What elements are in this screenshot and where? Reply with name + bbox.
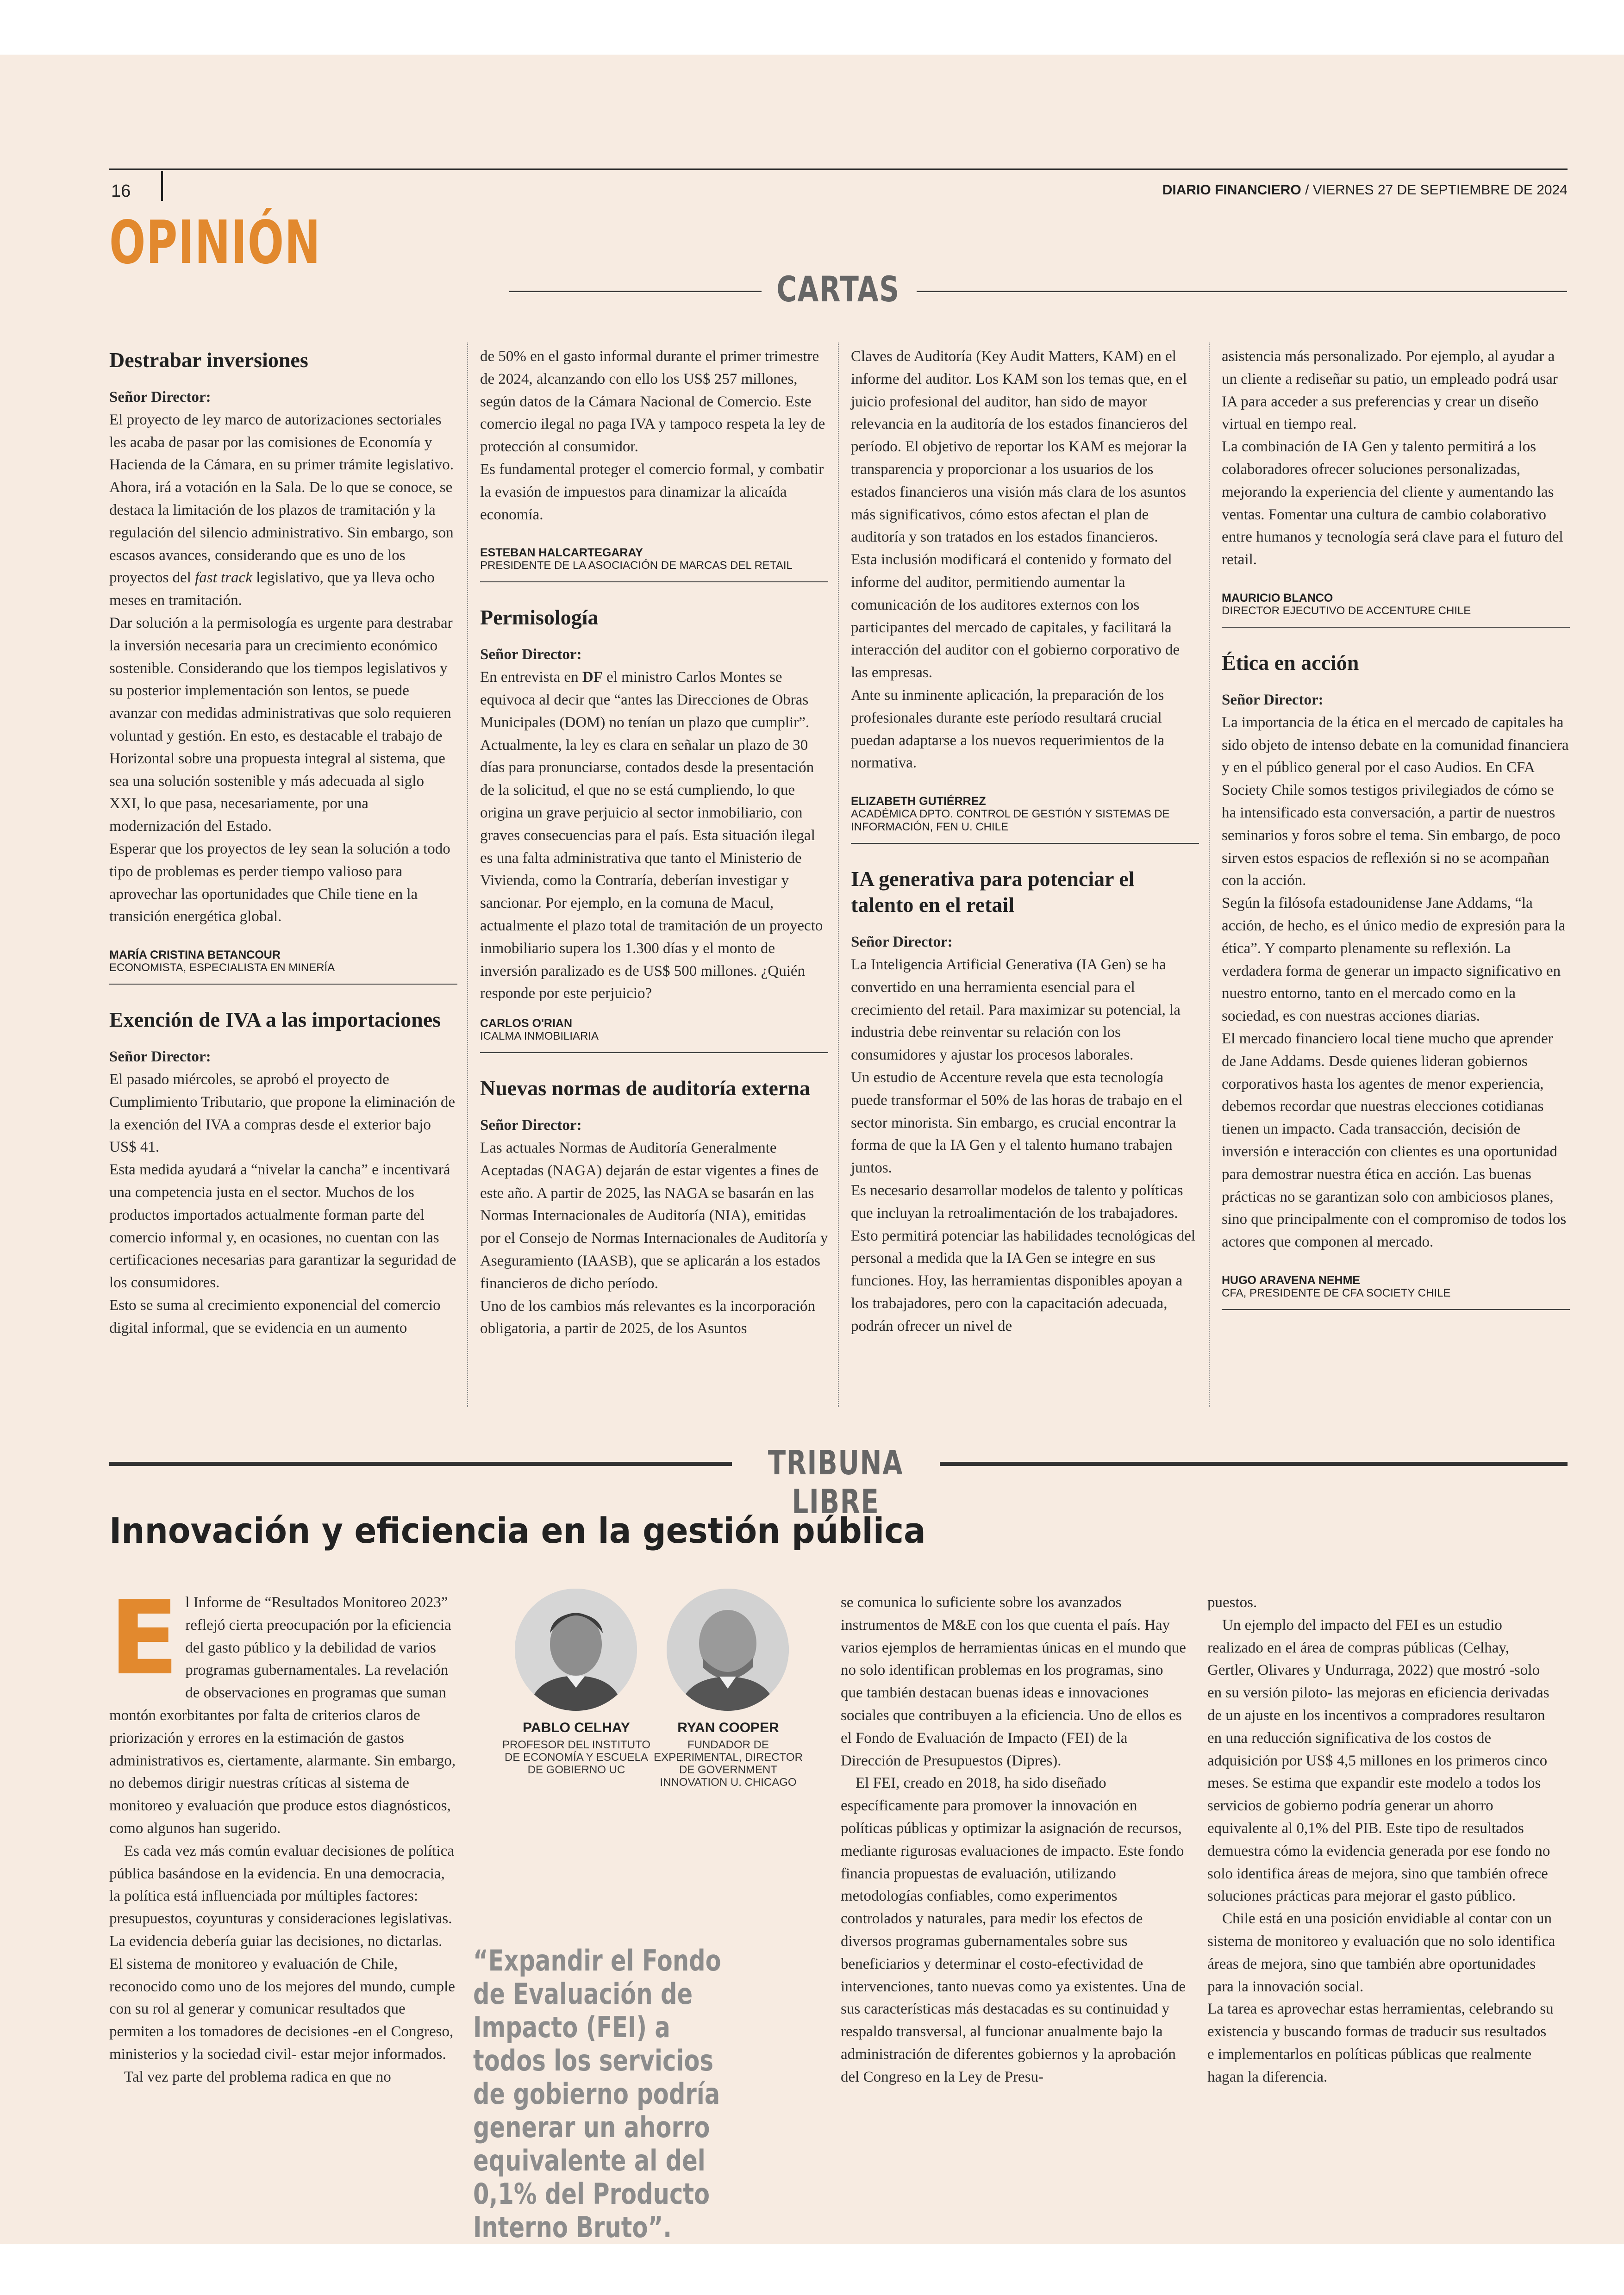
letter-paragraph: Esta medida ayudará a “nivelar la cancha” e incentivará una competencia justa en el sector. Muchos de los productos importados actualmente forman parte del comercio informal y, en ocasiones, no cuentan con las certificaciones necesarias para garantizar la seguridad de los consumidores. bbox=[109, 1161, 456, 1291]
header-rule bbox=[109, 168, 1568, 170]
column-divider bbox=[838, 343, 839, 1407]
letter-paragraph: La importancia de la ética en el mercado de capitales ha sido objeto de intenso debate en la comunidad financiera y en el público general por el caso Audios. En CFA Society Chile somos testigos privilegiados de cómo se ha intensificado esta conversación, a partir de nuestros seminarios y foros sobre el tema. Sin embargo, de poco sirven estos espacios de reflexión si no se acompañan con la acción. bbox=[1222, 714, 1569, 889]
letter-paragraph: Esta inclusión modificará el contenido y formato del informe del auditor, permitiendo aumentar la comunicación de los auditores externos con los participantes del mercado de capitales, y facilitará la interacción del auditor con el gobierno corporativo de las empresas. bbox=[851, 551, 1180, 681]
letter-normas-auditoria bbox=[480, 1075, 828, 1340]
author-role: FUNDADOR DE EXPERIMENTAL, DIRECTOR DE GOVERNMENT INNOVATION U. CHICAGO bbox=[654, 1739, 803, 1789]
tribuna-column-1 bbox=[109, 1579, 457, 2089]
letter-paragraph: Es necesario desarrollar modelos de talento y políticas que incluyan la retroalimentación de los trabajadores. Esto permitirá potenciar las habilidades tecnológicas del personal a medida que la IA Gen se integre en sus funciones. Hoy, las herramientas disponibles apoyan a los trabajadores, pero con la capacitación adecuada, podrán ofrecer un nivel de bbox=[851, 1182, 1196, 1335]
letter-separator bbox=[1222, 627, 1570, 628]
letter-paragraph: El proyecto de ley marco de autorizaciones sectoriales les acaba de pasar por las comisiones de Economía y Hacienda de la Cámara, en su primer trámite legislativo. Ahora, irá a votación en la Sala. De lo que se conoce, se destaca la limitación de los plazos de tramitación y la regulación del silencio administrativo. Sin embargo, son escasos avances, considerando que es uno de los proyectos del fast track legislativo, que ya lleva ocho meses en tramitación. bbox=[109, 411, 454, 609]
cartas-kicker: CARTAS bbox=[776, 268, 900, 310]
letter-paragraph: de 50% en el gasto informal durante el primer trimestre de 2024, alcanzando con ello los US$ 257 millones, según datos de la Cámara Nacional de Comercio. Este comercio ilegal no paga IVA y tampoco respeta la ley de protección al consumidor. bbox=[480, 348, 825, 455]
letter-etica-en-accion bbox=[1222, 650, 1570, 1310]
cartas-rule-left bbox=[509, 291, 762, 292]
letter-signature: MARÍA CRISTINA BETANCOUR ECONOMISTA, ESPECIALISTA EN MINERÍA bbox=[109, 948, 335, 974]
article-paragraph: Es cada vez más común evaluar decisiones de política pública basándose en la evidencia. En una democracia, la política está influenciada por múltiples factores: presupuestos, coyunturas y consideraciones legislativas. La evidencia debería guiar las decisiones, no dictarlas. El sistema de monitoreo y evaluación de Chile, reconocido como uno de los mejores del mundo, cumple con su rol al generar y comunicar resultados que permiten a los tomadores de decisiones -en el Congreso, ministerios y la sociedad civil- estar mejor informados. bbox=[109, 1842, 455, 2063]
letter-permisologia bbox=[480, 605, 828, 1053]
tribuna-rule-left bbox=[109, 1462, 732, 1466]
column-divider bbox=[1209, 343, 1210, 1407]
letter-paragraph: Dar solución a la permisología es urgente para destrabar la inversión necesaria para un crecimiento económico sostenible. Considerando que los tiempos legislativos y su posterior implementación son lentos, se puede avanzar con medidas administrativas que solo requieren voluntad y gestión. En esto, es destacable el trabajo de Horizontal sobre una propuesta integral al sistema, que sea una solución sostenible y más adecuada al siglo XXI, lo que pasa, necesariamente, por una modernización del Estado. bbox=[109, 614, 453, 835]
letter-separator bbox=[109, 984, 457, 985]
publication-name: DIARIO FINANCIERO bbox=[1162, 182, 1301, 198]
letter-destrabar-inversiones bbox=[109, 347, 457, 985]
letter-paragraph: En entrevista en DF el ministro Carlos Montes se equivoca al decir que “antes las Direcciones de Obras Municipales (DOM) no tenían un plazo que cumplir”. Actualmente, la ley es clara en señalar un plazo de 30 días para pronunciarse, contados desde la presentación de la solicitud, el que no se está cumpliendo, lo que origina un grave perjuicio al sector inmobiliario, con graves consecuencias para el país. Esta situación ilegal es una falta administrativa que tanto el Ministerio de Vivienda, como la Contraría, deberían investigar y sancionar. Por ejemplo, en la comuna de Macul, actualmente el plazo total de tramitación de un proyecto inmobiliario supera los 1.300 días y el monto de inversión paralizado es de US$ 500 millones. ¿Quién responde por este perjuicio? bbox=[480, 669, 823, 1002]
letter-paragraph: La Inteligencia Artificial Generativa (IA Gen) se ha convertido en una herramienta esencial para el crecimiento del retail. Para maximizar su potencial, la industria debe reinventar su relación con los consumidores y ajustar los procesos laborales. bbox=[851, 956, 1181, 1064]
article-paragraph: Un ejemplo del impacto del FEI es un estudio realizado en el área de compras públicas (Celhay, Gertler, Olivares y Undurraga, 2022) que mostró -solo en su versión piloto- las mejoras en eficiencia derivadas de un ajuste en los incentivos a compradores resultaron en una reducción significativa de los costos de adquisición por US$ 4,5 millones en los primeros cinco meses. Se estima que expandir este modelo a todos los servicios de gobierno podría generar un ahorro equivalente al 0,1% del PIB. Este tipo de resultados demuestra cómo la evidencia generada por ese fondo no solo identifica áreas de mejora, sino que también ofrece soluciones prácticas para mejorar el gasto público. bbox=[1207, 1616, 1550, 1905]
letter-paragraph: Uno de los cambios más relevantes es la incorporación obligatoria, a partir de 2025, de los Asuntos bbox=[480, 1297, 815, 1337]
letter-exencion-iva bbox=[109, 1007, 457, 1339]
column-divider bbox=[467, 343, 468, 1407]
section-title: OPINIÓN bbox=[109, 208, 321, 277]
letters-column-2 bbox=[480, 345, 828, 1340]
article-paragraph: Tal vez parte del problema radica en que no bbox=[124, 2068, 391, 2085]
letter-signature: ELIZABETH GUTIÉRREZ ACADÉMICA DPTO. CONTROL DE GESTIÓN Y SISTEMAS DE INFORMACIÓN, FEN U. CHILE bbox=[851, 795, 1170, 834]
letter-salutation: Señor Director: bbox=[480, 1117, 582, 1134]
letter-paragraph: El pasado miércoles, se aprobó el proyecto de Cumplimiento Tributario, que propone la eliminación de la exención del IVA a compras desde el exterior bajo US$ 41. bbox=[109, 1071, 455, 1156]
cartas-rule-right bbox=[917, 291, 1567, 292]
letter-paragraph: Ante su inminente aplicación, la preparación de los profesionales durante este período resultará crucial puedan adaptarse a los nuevos requerimientos de la normativa. bbox=[851, 686, 1165, 772]
letter-salutation: Señor Director: bbox=[851, 934, 953, 951]
pull-quote: “Expandir el Fondo de Evaluación de Impacto (FEI) a todos los servicios de gobierno podría generar un ahorro equivalente al del 0,1% del Producto Interno Bruto”. bbox=[473, 1944, 721, 2244]
author-photo-ryan-cooper bbox=[667, 1589, 789, 1711]
letter-salutation: Señor Director: bbox=[480, 646, 582, 663]
letter-paragraph: Esperar que los proyectos de ley sean la solución a todo tipo de problemas es perder tiempo valioso para aprovechar las oportunidades que Chile tiene en la transición energética global. bbox=[109, 840, 450, 925]
author-name: PABLO CELHAY bbox=[523, 1720, 630, 1735]
letter-ia-generativa bbox=[851, 866, 1199, 1337]
author-name: RYAN COOPER bbox=[677, 1720, 779, 1735]
letter-signature: CARLOS O'RIAN ICALMA INMOBILIARIA bbox=[480, 1017, 599, 1043]
article-paragraph: Chile está en una posición envidiable al contar con un sistema de monitoreo y evaluación que no solo identifica áreas de mejora, sino que también abre oportunidades para la innovación social. bbox=[1207, 1910, 1555, 1995]
letter-paragraph: El mercado financiero local tiene mucho que aprender de Jane Addams. Desde quienes lideran gobiernos corporativos hasta los agentes de menor experiencia, debemos recordar que nuestras elecciones cotidianas tienen un impacto. Cada transacción, decisión de inversión e interacción con clientes es una oportunidad para demostrar nuestra ética en acción. Las buenas prácticas no se garantizan solo con ambiciosos planes, sino que principalmente con el compromiso de todos los actores que componen al mercado. bbox=[1222, 1030, 1567, 1251]
author-role: PROFESOR DEL INSTITUTO DE ECONOMÍA Y ESCUELA DE GOBIERNO UC bbox=[502, 1739, 651, 1776]
letter-salutation: Señor Director: bbox=[109, 389, 211, 405]
drop-cap: E bbox=[109, 1579, 179, 1697]
letter-paragraph: Claves de Auditoría (Key Audit Matters, KAM) en el informe del auditor. Los KAM son los temas que, en el juicio profesional del auditor, han sido de mayor relevancia en la auditoría de los estados financieros del período. El objetivo de reportar los KAM es mejorar la transparencia y proporcionar a los usuarios de los estados financieros una visión más clara de los asuntos más significativos, cómo estos afectan el plan de auditoría y son tratados en los estados financieros. bbox=[851, 348, 1188, 546]
masthead bbox=[1162, 182, 1568, 198]
letter-separator bbox=[480, 581, 828, 582]
letter-signature: MAURICIO BLANCO DIRECTOR EJECUTIVO DE ACCENTURE CHILE bbox=[1222, 591, 1471, 617]
letter-title: IA generativa para potenciar el talento en el retail bbox=[851, 867, 1135, 917]
person-portrait-icon bbox=[667, 1589, 789, 1711]
tribuna-title: Innovación y eficiencia en la gestión pública bbox=[109, 1510, 926, 1551]
article-paragraph: se comunica lo suficiente sobre los avanzados instrumentos de M&E con los que cuenta el país. Hay varios ejemplos de herramientas únicas en el mundo que no solo identifican problemas en los programas, sino que también destacan buenas ideas e innovaciones sociales que contribuyen a la eficiencia. Uno de ellos es el Fondo de Evaluación de Impacto (FEI) de la Dirección de Presupuestos (Dipres). bbox=[841, 1594, 1186, 1769]
tribuna-kicker: TRIBUNA LIBRE bbox=[768, 1443, 904, 1521]
letters-column-1 bbox=[109, 347, 457, 1339]
letter-paragraph: Un estudio de Accenture revela que esta tecnología puede transformar el 50% de las horas de trabajo en el sector minorista. Sin embargo, es crucial encontrar la forma de que la IA Gen y el talento humano trabajen juntos. bbox=[851, 1069, 1183, 1177]
letter-paragraph: Es fundamental proteger el comercio formal, y combatir la evasión de impuestos para dinamizar la alicaída economía. bbox=[480, 461, 824, 523]
bottom-margin bbox=[0, 2244, 1624, 2295]
article-paragraph: El Informe de “Resultados Monitoreo 2023” reflejó cierta preocupación por la eficiencia del gasto público y la debilidad de varios programas gubernamentales. La revelación de observaciones en programas que suman montón exorbitantes por falta de criterios claros de priorización y errores en la estimación de gastos administrativos es, ciertamente, alarmante. Sin embargo, no debemos dirigir nuestras críticas al sistema de monitoreo y evaluación que produce estos diagnósticos, como algunos han sugerido. bbox=[109, 1579, 456, 1837]
top-margin bbox=[0, 0, 1624, 55]
article-paragraph: puestos. bbox=[1207, 1594, 1257, 1611]
letter-paragraph: Las actuales Normas de Auditoría Generalmente Aceptadas (NAGA) dejarán de estar vigentes a fines de este año. A partir de 2025, las NAGA se basarán en las Normas Internacionales de Auditoría (NIA), emitidas por el Consejo de Normas Internacionales de Auditoría y Aseguramiento (IAASB), que se aplicarán a los estados financieros de dicho período. bbox=[480, 1139, 828, 1292]
letter-title: Exención de IVA a las importaciones bbox=[109, 1008, 441, 1032]
article-paragraph: El FEI, creado en 2018, ha sido diseñado específicamente para promover la innovación en políticas públicas y optimizar la asignación de recursos, mediante rigurosas evaluaciones de impacto. Este fondo financia propuestas de evaluación, utilizando metodologías confiables, como experimentos controlados y naturales, para medir los efectos de diversos programas gubernamentales sobre sus beneficiarios y determinar el costo-efectividad de intervenciones, tanto nuevas como ya existentes. Una de sus características más destacadas es su continuidad y respaldo transversal, al funcionar anualmente bajo la administración de diferentes gobiernos y la aprobación del Congreso en la Ley de Presu- bbox=[841, 1775, 1186, 2085]
letter-title: Nuevas normas de auditoría externa bbox=[480, 1076, 810, 1100]
letter-signature: HUGO ARAVENA NEHME CFA, PRESIDENTE DE CFA SOCIETY CHILE bbox=[1222, 1273, 1451, 1299]
letter-salutation: Señor Director: bbox=[109, 1048, 211, 1066]
letter-paragraph: La combinación de IA Gen y talento permitirá a los colaboradores ofrecer soluciones personalizadas, mejorando la experiencia del cliente y aumentando las ventas. Fomentar una cultura de cambio colaborativo entre humanos y tecnología será clave para el futuro del retail. bbox=[1222, 438, 1563, 568]
letters-column-4 bbox=[1222, 345, 1570, 1332]
letter-signature: ESTEBAN HALCARTEGARAY PRESIDENTE DE LA ASOCIACIÓN DE MARCAS DEL RETAIL bbox=[480, 546, 793, 572]
author-photo-pablo-celhay bbox=[515, 1589, 637, 1711]
letter-separator bbox=[851, 843, 1199, 844]
page-number: 16 bbox=[111, 181, 131, 201]
letter-title: Destrabar inversiones bbox=[109, 348, 308, 372]
person-portrait-icon bbox=[515, 1589, 637, 1711]
letter-paragraph: Esto se suma al crecimiento exponencial del comercio digital informal, que se evidencia en un aumento bbox=[109, 1297, 441, 1336]
tribuna-column-2 bbox=[841, 1591, 1189, 2089]
letter-title: Permisología bbox=[480, 605, 599, 630]
page-number-divider bbox=[161, 171, 163, 201]
tribuna-rule-right bbox=[940, 1462, 1568, 1466]
letter-separator bbox=[480, 1052, 828, 1053]
letter-salutation: Señor Director: bbox=[1222, 691, 1324, 708]
publication-date: / VIERNES 27 DE SEPTIEMBRE DE 2024 bbox=[1305, 182, 1568, 198]
letters-column-3 bbox=[851, 345, 1199, 1337]
tribuna-column-3 bbox=[1207, 1591, 1555, 2089]
article-paragraph: La tarea es aprovechar estas herramientas, celebrando su existencia y buscando formas de traducir sus resultados e implementarlos en políticas públicas que realmente hagan la diferencia. bbox=[1207, 2001, 1554, 2085]
letter-separator bbox=[1222, 1309, 1570, 1310]
letter-paragraph: Según la filósofa estadounidense Jane Addams, “la acción, de hecho, es el único medio de expresión para la ética”. Y comparto plenamente su reflexión. La verdadera forma de generar un impacto significativo en nuestro entorno, tanto en el mercado como en la sociedad, es con nuestras acciones diarias. bbox=[1222, 895, 1566, 1025]
letter-title: Ética en acción bbox=[1222, 650, 1359, 674]
letter-paragraph: asistencia más personalizado. Por ejemplo, al ayudar a un cliente a rediseñar su patio, un empleado podrá usar IA para acceder a sus preferencias y crear un diseño virtual en tiempo real. bbox=[1222, 348, 1558, 433]
